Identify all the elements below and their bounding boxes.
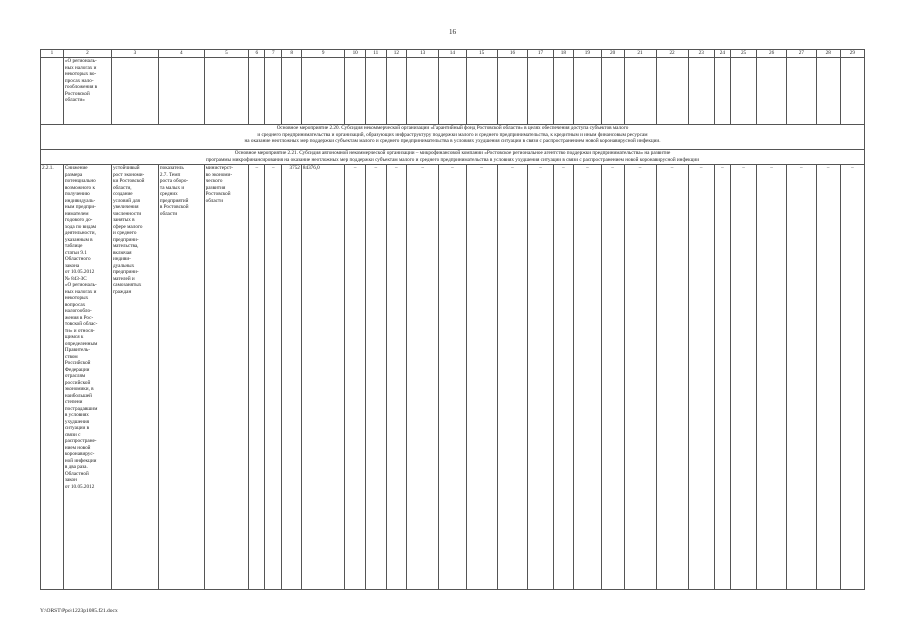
col-header: 17 [528, 50, 553, 58]
table-cell [249, 58, 265, 125]
table-cell [466, 58, 497, 125]
table-cell [714, 58, 730, 125]
col-header: 11 [365, 50, 386, 58]
dash-cell: – [386, 165, 407, 590]
table-cell [365, 58, 386, 125]
dash-cell: – [688, 165, 714, 590]
continuation-row [41, 58, 865, 125]
table-cell [553, 58, 574, 125]
file-path-footer: Y:\ORST\Ppo\1223p1085.f21.docx [40, 608, 118, 614]
dash-cell: – [265, 165, 282, 590]
table-cell [688, 58, 714, 125]
col-header: 28 [816, 50, 840, 58]
table-cell [574, 58, 601, 125]
dash-cell: – [497, 165, 528, 590]
responsible-executor: министерст- во экономи- ческого развития Ростовской области [204, 165, 249, 590]
col-header: 2 [63, 50, 111, 58]
col-header: 14 [439, 50, 466, 58]
col-header: 16 [497, 50, 528, 58]
table-cell [301, 58, 344, 125]
dash-cell: – [365, 165, 386, 590]
dash-cell: – [553, 165, 574, 590]
dash-cell: – [249, 165, 265, 590]
table-cell [816, 58, 840, 125]
table-cell [656, 58, 688, 125]
dash-cell: – [840, 165, 864, 590]
col-header: 1 [41, 50, 64, 58]
measure-description: Снижение размера потенциально возможного к получению индивидуаль- ным предпри- нимателем годового до- хода по видам деятельности, указанным в таблице статьи 9.1 Областного закона от 10.05.2012 № 843-ЗС «О региональ- ных налогах и некоторых вопросах налогообло- жения в Рос- товской облас- ти» и относя- щимся к определенным Правитель- ством Российской Федерации отраслям российской экономики, в наибольшей степени пострадавшим в условиях ухудшения ситуации в связи с распростране- нием новой коронавирус- ной инфекции в два раза. Областной закон от 10.05.2012 [63, 165, 111, 590]
col-header: 6 [249, 50, 265, 58]
col-header: 12 [386, 50, 407, 58]
table-cell [624, 58, 656, 125]
table-cell [345, 58, 366, 125]
event-220-text: Основное мероприятие 2.20. Субсидия некоммерческой организации «Гарантийный фонд Ростовской области» в целях обеспечения доступа субъектов малого и среднего предпринимательства и организаций, образующих инфраструктуру поддержки малого и среднего предпринимательства, к кредитным и иным финансовым ресурсам на оказание неотложных мер поддержки субъектам малого и среднего предпринимательства в условиях ухудшения ситуации в связи с распространением новой коронавирусной инфекции. [41, 125, 865, 150]
table-cell [497, 58, 528, 125]
table-cell [601, 58, 624, 125]
col-header: 15 [466, 50, 497, 58]
col-header: 13 [407, 50, 439, 58]
table-cell [282, 58, 301, 125]
col-header: 4 [158, 50, 204, 58]
value-cell: 3752 [282, 165, 301, 590]
col-header: 26 [757, 50, 787, 58]
dash-cell: – [730, 165, 756, 590]
dash-cell: – [786, 165, 816, 590]
table-cell [204, 58, 249, 125]
col-header: 10 [345, 50, 366, 58]
dash-cell: – [656, 165, 688, 590]
prev-row-text: «О региональ- ных налогах и некоторых во- просах нало- гообложения в Ростовской области» [63, 58, 111, 125]
col-header: 19 [574, 50, 601, 58]
table-cell [265, 58, 282, 125]
col-header: 3 [111, 50, 158, 58]
goal-description: устойчивый рост экономи- ки Ростовской области, создание условий для увеличения численности занятых в сфере малого и среднего предприни- мательства, включая индиви- дуальных предприни- мателей и самозанятых граждан [111, 165, 158, 590]
event-221-text: Основное мероприятие 2.21. Субсидия автономной некоммерческой организации – микрофинансовой компании «Ростовское региональное агентство поддержки предпринимательства» на развитие программы микрофинансирования на оказание неотложных мер поддержки субъектам малого и среднего предпринимательства в условиях ухудшения ситуации в связи с распространением новой коронавирусной инфекции [41, 150, 865, 165]
col-header: 21 [624, 50, 656, 58]
dash-cell: – [624, 165, 656, 590]
table-cell [840, 58, 864, 125]
table-cell [528, 58, 553, 125]
table-row [41, 165, 865, 590]
dash-cell: – [466, 165, 497, 590]
col-header: 23 [688, 50, 714, 58]
table-cell [158, 58, 204, 125]
col-header: 5 [204, 50, 249, 58]
table-cell [439, 58, 466, 125]
page-number: 16 [449, 28, 456, 36]
table-cell [786, 58, 816, 125]
col-header: 20 [601, 50, 624, 58]
dash-cell: – [528, 165, 553, 590]
dash-cell: – [601, 165, 624, 590]
col-header: 25 [730, 50, 756, 58]
column-number-row [41, 50, 865, 58]
col-header: 18 [553, 50, 574, 58]
table-cell [407, 58, 439, 125]
dash-cell: – [816, 165, 840, 590]
dash-cell: – [439, 165, 466, 590]
col-header: 7 [265, 50, 282, 58]
table-cell [757, 58, 787, 125]
col-header: 9 [301, 50, 344, 58]
value-cell: 84376,0 [301, 165, 344, 590]
dash-cell: – [757, 165, 787, 590]
dash-cell: – [345, 165, 366, 590]
table-cell [730, 58, 756, 125]
col-header: 24 [714, 50, 730, 58]
dash-cell: – [574, 165, 601, 590]
table-cell [386, 58, 407, 125]
col-header: 8 [282, 50, 301, 58]
table-cell [41, 58, 64, 125]
col-header: 29 [840, 50, 864, 58]
row-number: 2.2.1. [41, 165, 64, 590]
col-header: 27 [786, 50, 816, 58]
dash-cell: – [714, 165, 730, 590]
indicator-description: показатель 2.7. Темп роста оборо- та малых и средних предприятий в Ростовской области [158, 165, 204, 590]
document-table [40, 49, 865, 590]
dash-cell: – [407, 165, 439, 590]
col-header: 22 [656, 50, 688, 58]
event-221-row [41, 150, 865, 165]
table-cell [111, 58, 158, 125]
event-220-row [41, 125, 865, 150]
